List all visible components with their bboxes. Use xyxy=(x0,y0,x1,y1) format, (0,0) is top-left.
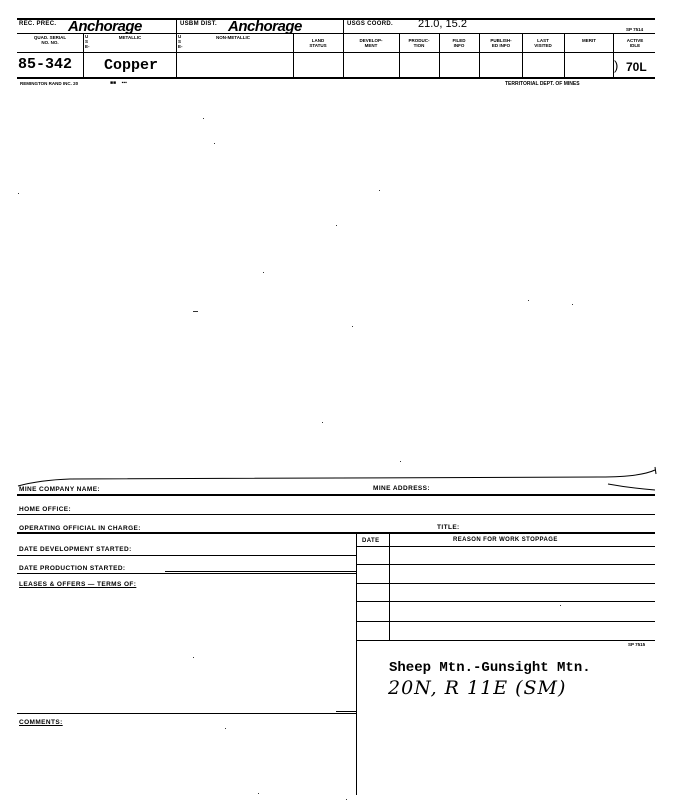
column-heading-line xyxy=(17,52,655,53)
col-line-4 xyxy=(343,33,344,78)
printer-footer: REMINGTON RAND INC. 20 xyxy=(20,81,79,86)
rec-prec-value: Anchorage xyxy=(68,18,142,35)
speck xyxy=(379,190,380,191)
handwritten-note: 20N, R 11E (SM) xyxy=(388,677,567,699)
col-line-1 xyxy=(83,33,84,78)
date-production-line xyxy=(17,573,356,574)
mine-row-line xyxy=(17,494,655,496)
operating-official-label: OPERATING OFFICIAL IN CHARGE: xyxy=(19,525,141,532)
col-line-8 xyxy=(522,33,523,78)
speck xyxy=(322,422,323,423)
home-office-label: HOME OFFICE: xyxy=(19,506,72,513)
col-land-status: LAND STATUS xyxy=(309,38,327,48)
active-idle-bracket: ) xyxy=(614,58,619,73)
col-line-2 xyxy=(176,33,177,78)
col-line-7 xyxy=(479,33,480,78)
col-line-6 xyxy=(439,33,440,78)
speck xyxy=(18,193,19,194)
mine-address-label: MINE ADDRESS: xyxy=(373,485,430,492)
comments-label: COMMENTS: xyxy=(19,719,63,726)
col-quad-serial: QUAD. SERIAL NO. NO. xyxy=(33,35,67,45)
col-line-3 xyxy=(293,33,294,78)
active-idle-value: 70L xyxy=(626,60,647,74)
usgs-coord-label: USGS COORD. xyxy=(347,21,393,27)
official-row-line xyxy=(17,532,655,534)
mine-company-name-label: MINE COMPANY NAME: xyxy=(19,486,100,493)
date-production-line-extra xyxy=(165,571,356,572)
stoppage-row-line-1 xyxy=(356,564,655,565)
col-metallic: METALLIC xyxy=(118,35,142,40)
stoppage-reason-header: REASON FOR WORK STOPPAGE xyxy=(453,537,558,543)
speck xyxy=(528,300,529,301)
comments-side-line xyxy=(336,711,356,712)
col-active-idle: ACTIVE IDLE xyxy=(626,38,644,48)
usbm-dist-label: USBM DIST. xyxy=(180,21,218,27)
date-development-line xyxy=(17,555,356,556)
header-divider-2 xyxy=(343,18,344,33)
printer-code-marks: ■■ ▪▪▪ xyxy=(110,80,127,86)
col-nonmetallic: NON-METALLIC xyxy=(216,35,250,40)
header-row-line xyxy=(17,33,655,34)
date-development-label: DATE DEVELOPMENT STARTED: xyxy=(19,546,132,553)
stoppage-date-divider xyxy=(389,532,390,641)
title-label: TITLE: xyxy=(437,524,460,531)
home-office-line xyxy=(17,514,655,515)
col-use-nonmetallic-marker: U S E- xyxy=(178,34,183,49)
usgs-coord-value: 21.0, 15.2 xyxy=(418,18,467,30)
stoppage-left-border xyxy=(356,532,357,795)
speck xyxy=(346,799,347,800)
form-number-top: SP 7514 xyxy=(626,27,644,32)
stoppage-header-line xyxy=(356,546,655,547)
col-last-visited: LAST VISITED xyxy=(534,38,552,48)
col-filed-info: FILED INFO xyxy=(452,38,466,48)
serial-number-value: 85-342 xyxy=(18,56,73,73)
metallic-value: Copper xyxy=(104,57,159,74)
col-production: PRODUC- TION xyxy=(408,38,430,48)
speck xyxy=(258,793,259,794)
form-number-bottom: SP 7515 xyxy=(628,642,646,647)
speck xyxy=(193,657,194,658)
department-footer: TERRITORIAL DEPT. OF MINES xyxy=(505,81,580,87)
stoppage-bottom-line xyxy=(356,640,655,641)
speck xyxy=(214,143,215,144)
speck xyxy=(560,605,561,606)
speck xyxy=(203,118,204,119)
lower-card-top-edge xyxy=(0,462,678,492)
dash-mark xyxy=(193,311,198,312)
col-use-metallic-marker: U S E- xyxy=(85,34,90,49)
col-line-9 xyxy=(564,33,565,78)
date-production-label: DATE PRODUCTION STARTED: xyxy=(19,565,126,572)
col-published-info: PUBLISH- ED INFO xyxy=(490,38,512,48)
col-line-5 xyxy=(399,33,400,78)
rec-prec-label: REC. PREC. xyxy=(19,21,57,27)
stoppage-row-line-3 xyxy=(356,601,655,602)
location-note: Sheep Mtn.-Gunsight Mtn. xyxy=(389,660,591,676)
stoppage-date-header: DATE xyxy=(362,538,380,544)
speck xyxy=(263,272,264,273)
speck xyxy=(225,728,226,729)
card-bottom-border xyxy=(17,77,655,79)
stoppage-row-line-2 xyxy=(356,583,655,584)
col-development: DEVELOP- MENT xyxy=(359,38,383,48)
speck xyxy=(572,304,573,305)
header-divider-1 xyxy=(176,18,177,33)
usbm-dist-value: Anchorage xyxy=(228,18,302,35)
speck xyxy=(336,225,337,226)
col-merit: MERIT xyxy=(582,38,596,43)
stoppage-row-line-4 xyxy=(356,621,655,622)
leases-offers-label: LEASES & OFFERS — TERMS OF: xyxy=(19,581,137,588)
comments-top-line xyxy=(17,713,356,714)
speck xyxy=(352,326,353,327)
